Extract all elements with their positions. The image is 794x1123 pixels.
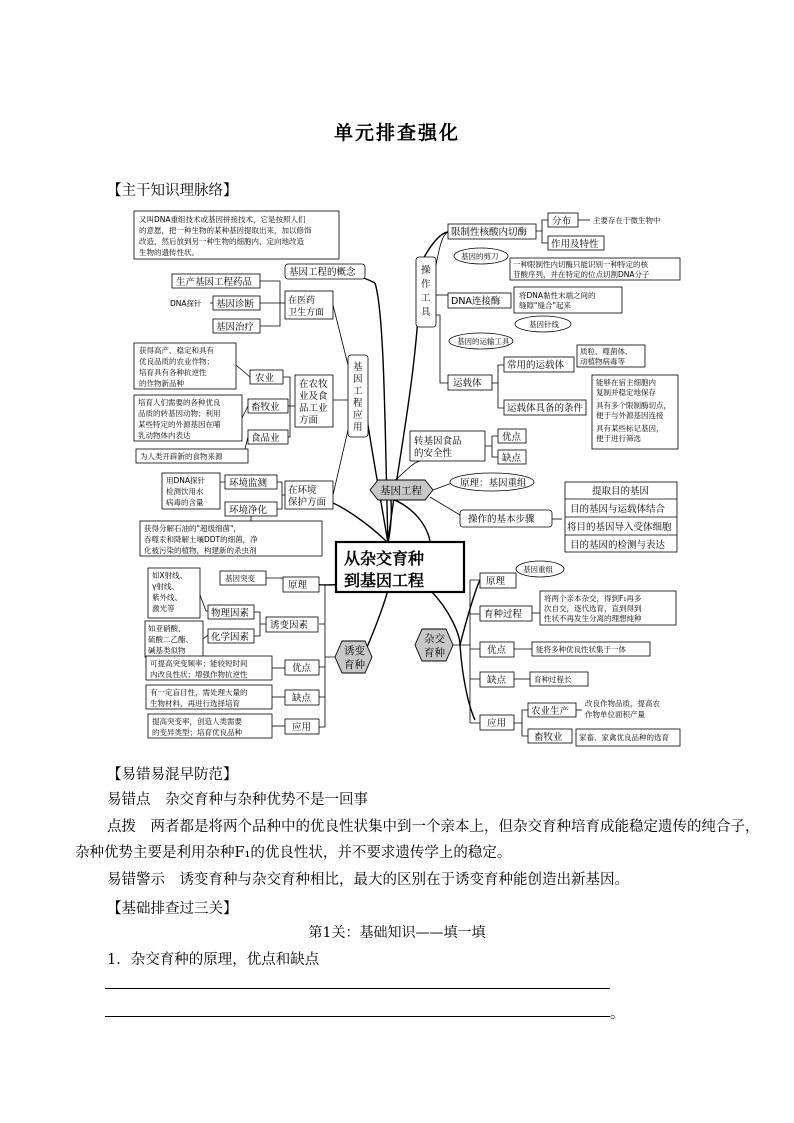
- mut-adv-desc-2: 内改良性状；增强作物抗逆性: [150, 670, 248, 679]
- chem-desc-2: 硫酸二乙酯、: [148, 635, 193, 644]
- steps-label: 操作的基本步骤: [468, 514, 535, 525]
- mut-adv: 优点: [292, 663, 312, 674]
- cross-process: 育种过程: [484, 609, 523, 620]
- ligase-desc-2: 缝隙"缝合"起来: [519, 301, 571, 310]
- apply-5: 应: [353, 410, 363, 421]
- animal-desc-4: 乳动物体内表达: [138, 431, 191, 440]
- env-label-2: 保护方面: [288, 497, 327, 508]
- agri-item-1: 农业: [255, 373, 275, 384]
- vector-cond-desc-4: 便于与外源基因连接: [596, 411, 664, 420]
- mut-factor: 诱变因素: [270, 620, 309, 631]
- concept-desc-4: 生物的遗传性状。: [139, 248, 199, 257]
- gene-mutation: 基因突变: [225, 574, 255, 583]
- cross-adv-desc: 能将多种优良性状集于一体: [536, 645, 626, 654]
- level-title: 第1关：基础知识——填一填: [308, 925, 486, 941]
- concept-desc-2: 的意愿，把一种生物的某种基因提取出来，加以修饰: [139, 226, 312, 235]
- step-1: 提取目的基因: [592, 486, 650, 497]
- error-point-text: 杂交育种与杂种优势不是一回事: [165, 792, 368, 808]
- mut-dis-desc-1: 有一定盲目性，需处理大量的: [150, 688, 248, 697]
- purify-desc-3: 化被污染的植物，构建新的杀虫剂: [144, 546, 257, 555]
- mut-hex-1: 诱变: [344, 645, 365, 657]
- cross-hex-2: 育种: [424, 647, 445, 659]
- vector-cond-desc-2: 复制并稳定地保存: [596, 388, 656, 397]
- monitor-desc-2: 检测饮用水: [166, 487, 204, 496]
- phys-desc-1: 如X射线、: [152, 571, 188, 580]
- section-heading-knowledge: 【主干知识理脉络】: [107, 183, 238, 199]
- question-1: 1．杂交育种的原理，优点和缺点: [107, 952, 320, 968]
- step-2: 目的基因与运载体结合: [570, 504, 666, 515]
- ligase-desc-1: 将DNA黏性末端之间的: [519, 291, 596, 300]
- purify-desc-2: 吞噬汞和降解土壤DDT的细菌，净: [144, 535, 258, 544]
- husbandry: 畜牧业: [534, 732, 563, 743]
- cross-process-desc-1: 将两个亲本杂交，得到F₁再多: [544, 594, 642, 603]
- food-desc: 为人类开辟新的食物来源: [140, 452, 223, 461]
- apply-6: 用: [353, 422, 363, 433]
- vector-cond-desc-6: 便于进行筛选: [596, 434, 641, 443]
- func-desc-2: 苷酸序列，并在特定的位点切割DNA分子: [513, 270, 650, 279]
- concept-map: [130, 205, 685, 753]
- mut-dis: 缺点: [292, 693, 312, 704]
- safety-2: 的安全性: [414, 448, 453, 459]
- page-title: 单元排查强化: [333, 122, 460, 144]
- scissors-cloud: 基因的剪刀: [461, 252, 499, 261]
- cross-hex-1: 杂交: [424, 633, 445, 645]
- monitor-desc-1: 用DNA探针: [166, 476, 206, 485]
- func-label: 作用及特性: [551, 239, 599, 250]
- safety-item-2: 缺点: [502, 453, 522, 464]
- common-vector-desc-2: 动植物病毒等: [580, 357, 625, 366]
- animal-desc-2: 品质的转基因动物；利用: [138, 409, 221, 418]
- agri-prod-desc-2: 作物单位面积产量: [585, 710, 645, 719]
- apply-4: 程: [353, 398, 363, 409]
- end-mark: 。: [610, 1006, 625, 1022]
- transport-cloud: 基因的运输工具: [457, 337, 510, 346]
- phys-desc-2: γ射线、: [152, 582, 179, 591]
- cross-adv: 优点: [487, 645, 507, 656]
- tools-4: 具: [421, 307, 431, 318]
- med-item-1: 生产基因工程药品: [176, 277, 253, 288]
- tip-line-1: 点拨 两者都是将两个品种中的优良性状集中到一个亲本上，但杂交育种培育成能稳定遗传的纯合子，: [107, 819, 760, 835]
- vector-cond: 运载体具备的条件: [507, 403, 584, 414]
- animal-desc-3: 某些特定的外源基因在哺: [138, 420, 221, 429]
- agri-label-3: 品工业: [299, 403, 328, 414]
- mut-dis-desc-2: 生物材料，再进行选择培育: [150, 699, 240, 708]
- recombination-cloud: 基因重组: [523, 565, 553, 574]
- mut-app: 应用: [292, 722, 312, 733]
- step-4: 目的基因的检测与表达: [570, 540, 666, 551]
- cross-dis-desc: 育种过程长: [534, 675, 572, 684]
- env-item-2: 环境净化: [229, 505, 268, 516]
- center-2: 到基因工程: [344, 571, 425, 590]
- tools-1: 操: [421, 265, 431, 276]
- apply-3: 工: [353, 386, 363, 397]
- tip-line-2: 杂种优势主要是利用杂种F₁的优良性状，并不要求遗传学上的稳定。: [75, 845, 512, 861]
- vector-cond-desc-1: 能够在宿主细胞内: [596, 378, 656, 387]
- agri-label-4: 方面: [299, 415, 319, 426]
- error-point-label: 易错点: [107, 792, 151, 808]
- tools-3: 工: [421, 293, 431, 304]
- mut-hex-2: 育种: [344, 659, 365, 671]
- purify-desc-1: 获得分解石油的"超级细菌"，: [144, 524, 241, 533]
- safety-1: 转基因食品: [414, 436, 462, 447]
- agri-prod: 农业生产: [531, 706, 570, 717]
- step-3: 将目的基因导入受体细胞: [567, 522, 672, 533]
- chem-desc-3: 碱基类似物: [148, 646, 186, 655]
- cross-principle: 原理: [486, 576, 506, 587]
- tools-2: 作: [421, 279, 431, 290]
- agri-prod-desc-1: 改良作物品质，提高农: [585, 699, 660, 708]
- cross-dis: 缺点: [487, 675, 507, 686]
- ge-hex: 基因工程: [380, 485, 422, 497]
- mut-principle: 原理: [288, 580, 308, 591]
- agri-desc-2: 优良品质的农业作物；: [139, 357, 214, 366]
- answer-line-1[interactable]: [105, 988, 610, 989]
- vector-cond-desc-3: 具有多个限制酶切点，: [596, 401, 671, 410]
- error-point: [107, 790, 368, 810]
- common-vector: 常用的运载体: [507, 360, 565, 371]
- warning: 易错警示 诱变育种与杂交育种相比，最大的区别在于诱变育种能创造出新基因。: [107, 872, 629, 888]
- animal-desc-1: 培育人们需要的各种优良: [138, 398, 221, 407]
- mut-app-desc-2: 的变异类型；培育优良品种: [152, 728, 242, 737]
- concept-desc-3: 改造，然后放到另一种生物的细胞内，定向地改造: [139, 237, 304, 246]
- phys-desc-3: 紫外线、: [152, 593, 182, 602]
- ligase-label: DNA连接酶: [451, 296, 501, 307]
- needle-cloud: 基因针线: [529, 320, 559, 329]
- section-heading-errors: 【易错易混早防范】: [107, 767, 238, 783]
- section-heading-basics: 【基础排查过三关】: [107, 901, 238, 917]
- safety-item-1: 优点: [502, 432, 522, 443]
- chem-desc-1: 如亚硝酸、: [148, 624, 186, 633]
- dist-desc: 主要存在于微生物中: [593, 216, 661, 225]
- agri-label-1: 在农牧: [299, 379, 328, 390]
- cross-process-desc-2: 次自交，逐代选育，直到得到: [544, 604, 642, 613]
- dist-label: 分布: [552, 216, 572, 227]
- husbandry-desc: 家畜、家禽优良品种的选育: [579, 733, 669, 742]
- dna-probe: DNA探针: [170, 299, 202, 308]
- env-item-1: 环境监测: [229, 478, 268, 489]
- cross-process-desc-3: 性状不再发生分离的理想纯种: [544, 614, 642, 623]
- apply-1: 基: [353, 362, 363, 373]
- apply-2: 因: [353, 374, 363, 385]
- medicine-1: 在医药卫生方面: [288, 296, 325, 318]
- chem-factor: 化学因素: [211, 632, 250, 643]
- phys-factor: 物理因素: [211, 608, 250, 619]
- center-1: 从杂交育种: [344, 549, 425, 568]
- med-item-2: 基因诊断: [216, 299, 255, 310]
- agri-desc-3: 培育具有各种抗逆性: [139, 368, 207, 377]
- answer-line-2[interactable]: [105, 1016, 610, 1017]
- monitor-desc-3: 病毒的含量: [166, 498, 204, 507]
- mut-adv-desc-1: 可提高突变频率；能较短时间: [150, 659, 248, 668]
- vector-label: 运载体: [453, 378, 482, 389]
- phys-desc-4: 激光等: [152, 604, 175, 613]
- vector-cond-desc-5: 具有某些标记基因，: [596, 424, 664, 433]
- enzyme-label: 限制性核酸内切酶: [451, 227, 528, 238]
- mut-app-desc-1: 提高突变率，创造人类需要: [152, 717, 242, 726]
- ge-principle: 原理：基因重组: [460, 478, 527, 489]
- agri-desc-4: 的作物新品种: [139, 379, 184, 388]
- agri-desc-1: 获得高产、稳定和具有: [139, 346, 214, 355]
- agri-item-2: 畜牧业: [251, 402, 280, 413]
- concept-label: 基因工程的概念: [289, 267, 356, 278]
- med-item-3: 基因治疗: [216, 322, 255, 333]
- agri-label-2: 业及食: [299, 391, 328, 402]
- concept-desc-1: 又叫DNA重组技术或基因拼接技术，它是按照人们: [139, 215, 306, 224]
- agri-item-3: 食品业: [251, 433, 280, 444]
- cross-app: 应用: [487, 718, 507, 729]
- func-desc-1: 一种限制性内切酶只能识别一种特定的核: [513, 260, 648, 269]
- common-vector-desc-1: 质粒、噬菌体、: [580, 347, 633, 356]
- env-label-1: 在环境: [288, 485, 317, 496]
